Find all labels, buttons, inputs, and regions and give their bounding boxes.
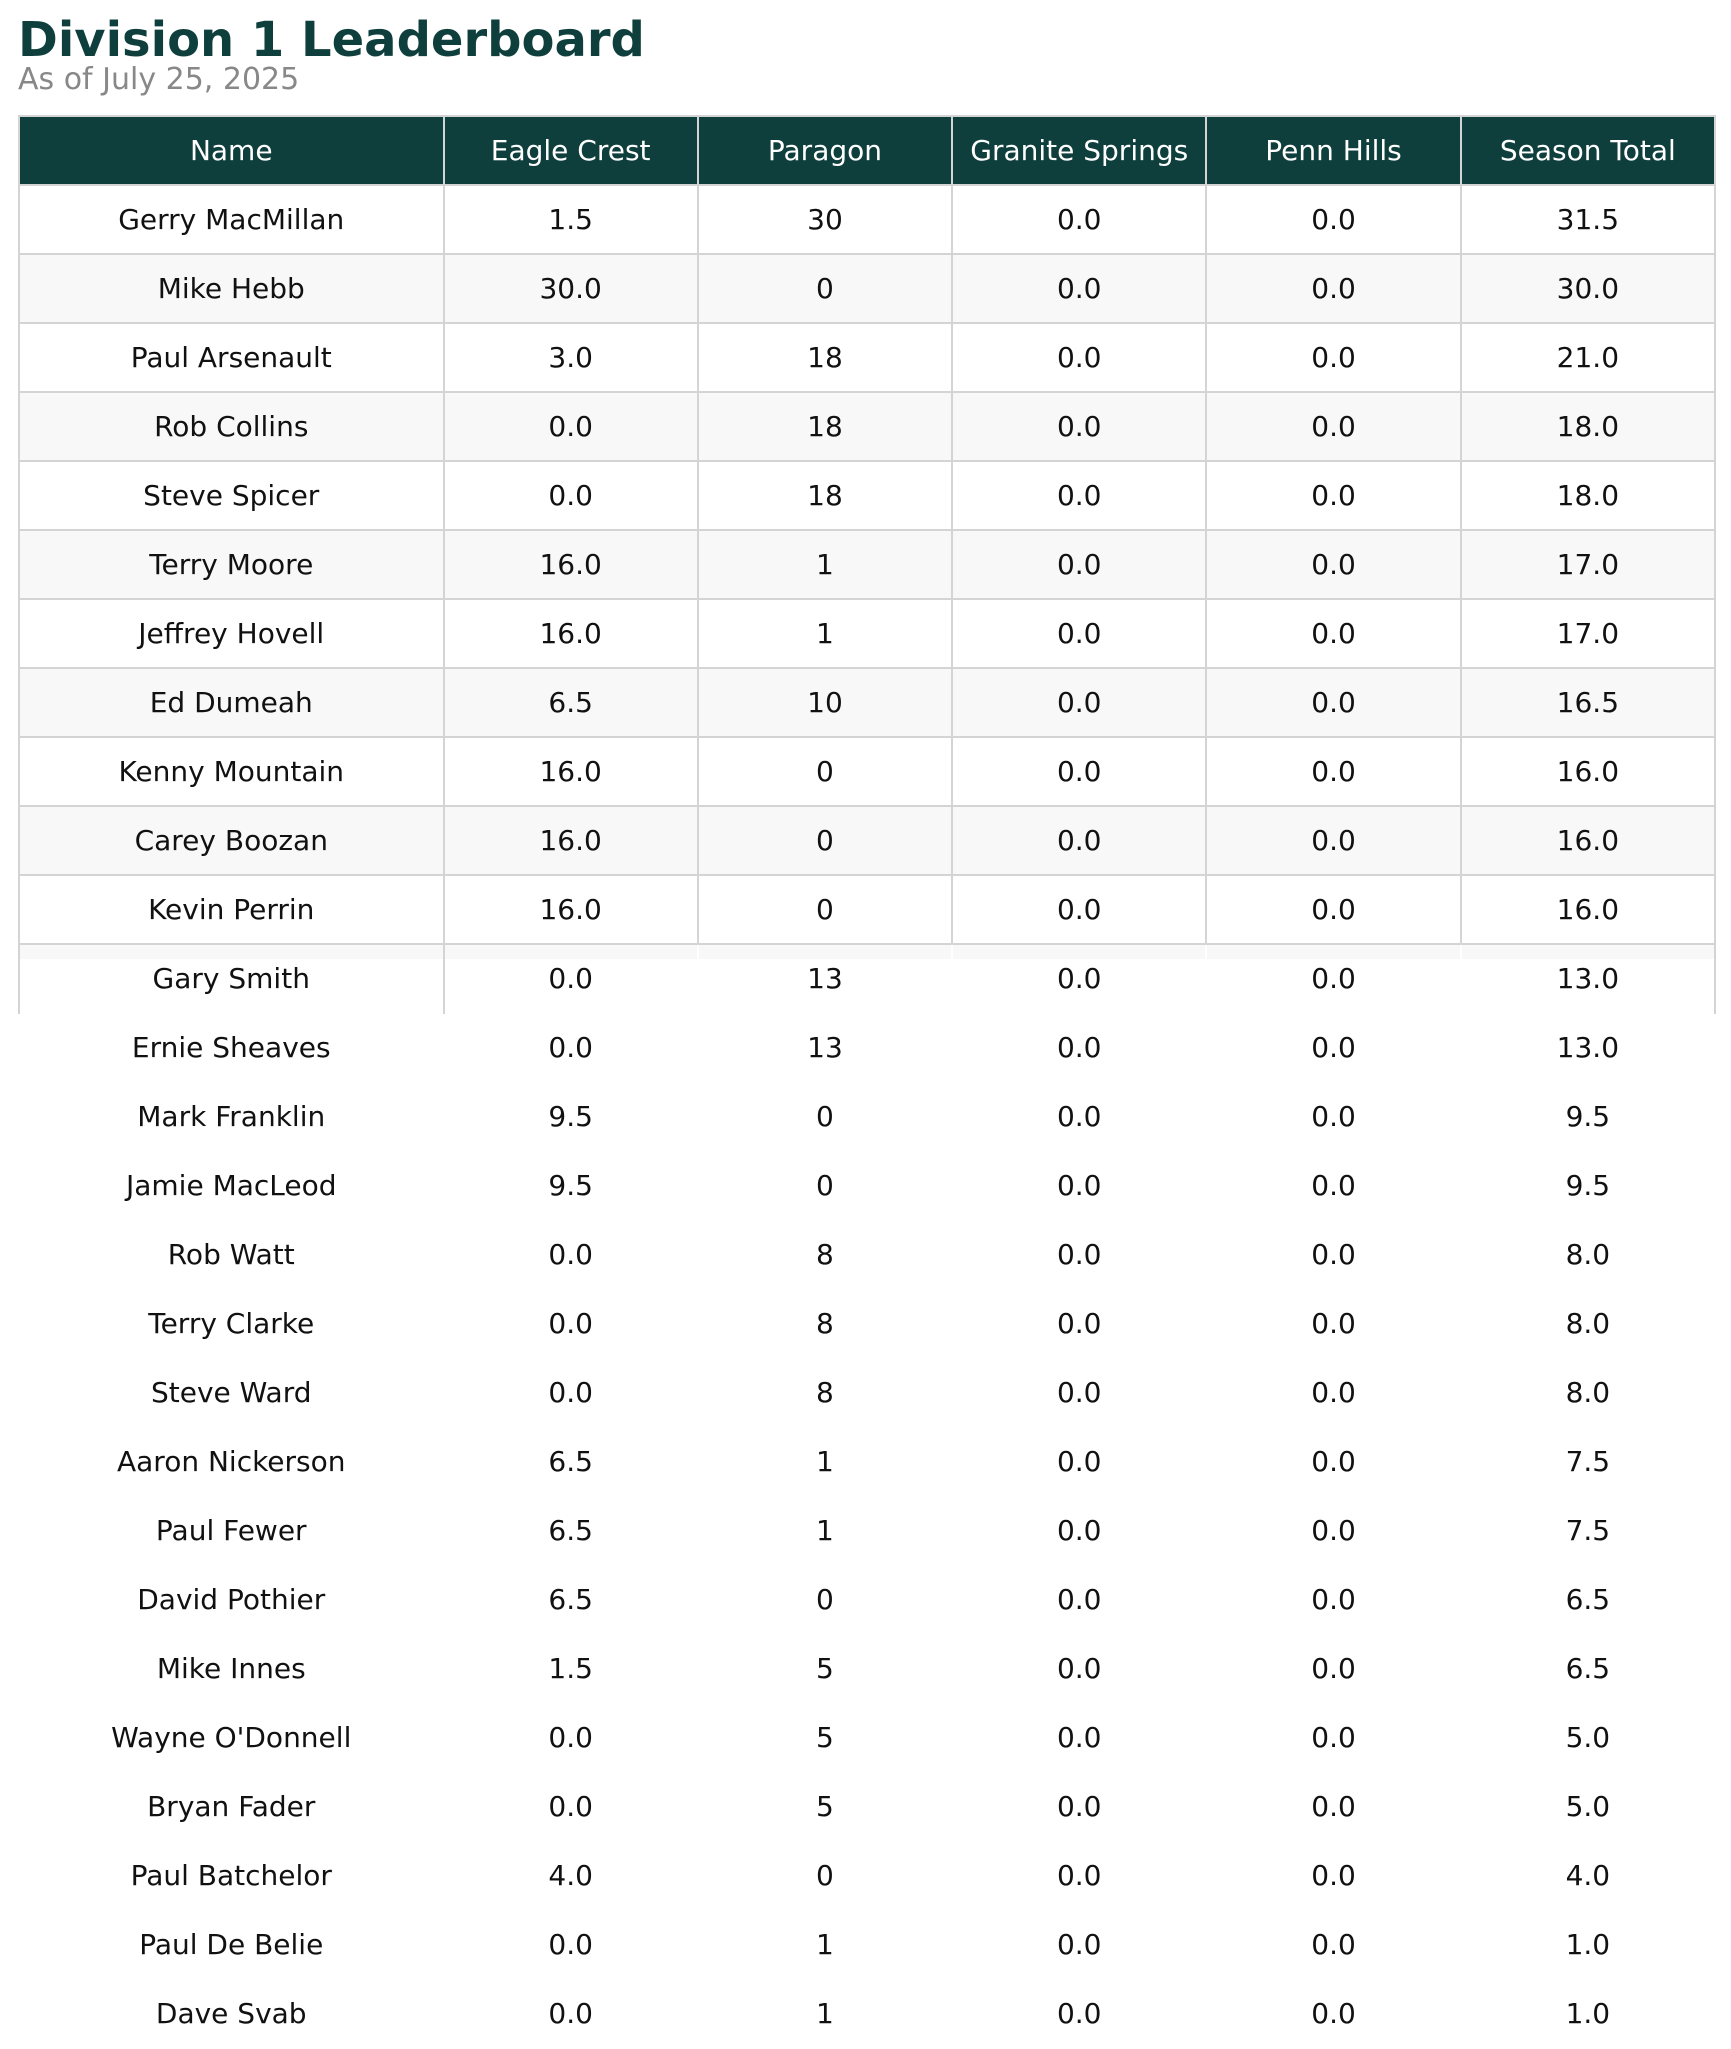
cell-penn-hills: 0.0: [1206, 1841, 1460, 1910]
cell-penn-hills: 0.0: [1206, 392, 1460, 461]
cell-penn-hills: 0.0: [1206, 599, 1460, 668]
table-row: [19, 668, 1715, 737]
cell-season-total: 1.0: [1461, 1910, 1715, 1979]
cell-eagle-crest: 4.0: [444, 1841, 698, 1910]
cell-penn-hills: 0.0: [1206, 737, 1460, 806]
table-row: [19, 323, 1715, 392]
cell-paragon: 1: [698, 599, 952, 668]
cell-penn-hills: 0.0: [1206, 1703, 1460, 1772]
table-row: [19, 737, 1715, 806]
cell-eagle-crest: 3.0: [444, 323, 698, 392]
cell-season-total: 18.0: [1461, 461, 1715, 530]
cell-season-total: 17.0: [1461, 530, 1715, 599]
cell-paragon: 0: [698, 737, 952, 806]
cell-penn-hills: 0.0: [1206, 1496, 1460, 1565]
cell-penn-hills: 0.0: [1206, 1220, 1460, 1289]
table-row: [19, 1772, 1715, 1841]
cell-paragon: 8: [698, 1289, 952, 1358]
cell-name: Gary Smith: [19, 944, 444, 1013]
cell-name: Jamie MacLeod: [19, 1151, 444, 1220]
cell-granite-springs: 0.0: [952, 1220, 1206, 1289]
cell-paragon: 0: [698, 1841, 952, 1910]
cell-paragon: 13: [698, 944, 952, 1013]
cell-name: Terry Moore: [19, 530, 444, 599]
table-row: [19, 1703, 1715, 1772]
table-row: [19, 1496, 1715, 1565]
cell-name: Mike Innes: [19, 1634, 444, 1703]
cell-granite-springs: 0.0: [952, 1634, 1206, 1703]
cell-name: Ed Dumeah: [19, 668, 444, 737]
cell-season-total: 17.0: [1461, 599, 1715, 668]
cell-season-total: 5.0: [1461, 1703, 1715, 1772]
cell-eagle-crest: 0.0: [444, 1772, 698, 1841]
cell-eagle-crest: 30.0: [444, 254, 698, 323]
cell-name: Paul Arsenault: [19, 323, 444, 392]
cell-granite-springs: 0.0: [952, 530, 1206, 599]
cell-paragon: 0: [698, 1565, 952, 1634]
cell-granite-springs: 0.0: [952, 1772, 1206, 1841]
cell-eagle-crest: 9.5: [444, 1082, 698, 1151]
cell-season-total: 16.0: [1461, 737, 1715, 806]
cell-eagle-crest: 6.5: [444, 1427, 698, 1496]
cell-granite-springs: 0.0: [952, 668, 1206, 737]
cell-season-total: 31.5: [1461, 185, 1715, 254]
cell-season-total: 8.0: [1461, 1289, 1715, 1358]
cell-eagle-crest: 0.0: [444, 1358, 698, 1427]
cell-name: Mike Hebb: [19, 254, 444, 323]
page-subtitle: As of July 25, 2025: [18, 62, 300, 97]
cell-paragon: 5: [698, 1772, 952, 1841]
cell-paragon: 18: [698, 461, 952, 530]
column-header-season-total: Season Total: [1461, 116, 1715, 185]
cell-granite-springs: 0.0: [952, 1013, 1206, 1082]
column-header-eagle-crest: Eagle Crest: [444, 116, 698, 185]
cell-granite-springs: 0.0: [952, 185, 1206, 254]
cell-penn-hills: 0.0: [1206, 1358, 1460, 1427]
cell-season-total: 5.0: [1461, 1772, 1715, 1841]
cell-name: Ernie Sheaves: [19, 1013, 444, 1082]
table-row: [19, 1427, 1715, 1496]
cell-paragon: 18: [698, 392, 952, 461]
cell-granite-springs: 0.0: [952, 323, 1206, 392]
cell-paragon: 0: [698, 806, 952, 875]
cell-season-total: 16.0: [1461, 806, 1715, 875]
cell-season-total: 1.0: [1461, 1979, 1715, 2048]
table-row: [19, 1358, 1715, 1427]
cell-granite-springs: 0.0: [952, 461, 1206, 530]
table-row: [19, 254, 1715, 323]
cell-name: Steve Spicer: [19, 461, 444, 530]
cell-granite-springs: 0.0: [952, 1979, 1206, 2048]
cell-eagle-crest: 0.0: [444, 1220, 698, 1289]
cell-eagle-crest: 16.0: [444, 737, 698, 806]
cell-name: Jeffrey Hovell: [19, 599, 444, 668]
table-row: [19, 1013, 1715, 1082]
cell-name: Mark Franklin: [19, 1082, 444, 1151]
cell-eagle-crest: 0.0: [444, 461, 698, 530]
cell-name: Rob Watt: [19, 1220, 444, 1289]
cell-season-total: 30.0: [1461, 254, 1715, 323]
cell-season-total: 13.0: [1461, 1013, 1715, 1082]
cell-granite-springs: 0.0: [952, 1565, 1206, 1634]
cell-granite-springs: 0.0: [952, 737, 1206, 806]
cell-eagle-crest: 1.5: [444, 185, 698, 254]
cell-penn-hills: 0.0: [1206, 185, 1460, 254]
table-row: [19, 1565, 1715, 1634]
cell-granite-springs: 0.0: [952, 1358, 1206, 1427]
table-row: [19, 599, 1715, 668]
cell-penn-hills: 0.0: [1206, 530, 1460, 599]
cell-granite-springs: 0.0: [952, 1841, 1206, 1910]
cell-season-total: 9.5: [1461, 1082, 1715, 1151]
table-row: [19, 1082, 1715, 1151]
cell-granite-springs: 0.0: [952, 1427, 1206, 1496]
cell-season-total: 21.0: [1461, 323, 1715, 392]
table-row: [19, 185, 1715, 254]
cell-penn-hills: 0.0: [1206, 1565, 1460, 1634]
cell-penn-hills: 0.0: [1206, 254, 1460, 323]
cell-paragon: 0: [698, 254, 952, 323]
cell-eagle-crest: 0.0: [444, 1013, 698, 1082]
cell-paragon: 0: [698, 875, 952, 944]
cell-paragon: 5: [698, 1634, 952, 1703]
cell-name: Steve Ward: [19, 1358, 444, 1427]
cell-granite-springs: 0.0: [952, 1289, 1206, 1358]
cell-paragon: 8: [698, 1358, 952, 1427]
cell-granite-springs: 0.0: [952, 944, 1206, 1013]
cell-eagle-crest: 0.0: [444, 1703, 698, 1772]
cell-penn-hills: 0.0: [1206, 1427, 1460, 1496]
cell-paragon: 13: [698, 1013, 952, 1082]
cell-eagle-crest: 0.0: [444, 1289, 698, 1358]
cell-eagle-crest: 6.5: [444, 1565, 698, 1634]
cell-penn-hills: 0.0: [1206, 1910, 1460, 1979]
cell-penn-hills: 0.0: [1206, 944, 1460, 1013]
cell-eagle-crest: 0.0: [444, 1910, 698, 1979]
cell-season-total: 16.5: [1461, 668, 1715, 737]
cell-granite-springs: 0.0: [952, 1496, 1206, 1565]
cell-eagle-crest: 0.0: [444, 944, 698, 1013]
cell-granite-springs: 0.0: [952, 806, 1206, 875]
column-header-paragon: Paragon: [698, 116, 952, 185]
table-row: [19, 1979, 1715, 2048]
cell-granite-springs: 0.0: [952, 392, 1206, 461]
page-title: Division 1 Leaderboard: [18, 12, 645, 68]
leaderboard-table: [18, 115, 1716, 2049]
table-row: [19, 944, 1715, 1013]
cell-penn-hills: 0.0: [1206, 461, 1460, 530]
cell-paragon: 18: [698, 323, 952, 392]
cell-season-total: 8.0: [1461, 1358, 1715, 1427]
cell-eagle-crest: 0.0: [444, 392, 698, 461]
cell-granite-springs: 0.0: [952, 1082, 1206, 1151]
cell-paragon: 1: [698, 1427, 952, 1496]
table-row: [19, 1289, 1715, 1358]
cell-granite-springs: 0.0: [952, 1910, 1206, 1979]
cell-season-total: 9.5: [1461, 1151, 1715, 1220]
cell-eagle-crest: 16.0: [444, 530, 698, 599]
cell-name: Gerry MacMillan: [19, 185, 444, 254]
table-row: [19, 875, 1715, 944]
cell-name: David Pothier: [19, 1565, 444, 1634]
cell-penn-hills: 0.0: [1206, 875, 1460, 944]
cell-paragon: 8: [698, 1220, 952, 1289]
cell-season-total: 16.0: [1461, 875, 1715, 944]
cell-name: Paul De Belie: [19, 1910, 444, 1979]
table-row: [19, 1841, 1715, 1910]
table-row: [19, 1151, 1715, 1220]
cell-paragon: 1: [698, 1910, 952, 1979]
cell-penn-hills: 0.0: [1206, 668, 1460, 737]
cell-paragon: 0: [698, 1082, 952, 1151]
table-row: [19, 461, 1715, 530]
cell-season-total: 6.5: [1461, 1565, 1715, 1634]
cell-penn-hills: 0.0: [1206, 323, 1460, 392]
cell-paragon: 10: [698, 668, 952, 737]
cell-paragon: 5: [698, 1703, 952, 1772]
cell-paragon: 1: [698, 1979, 952, 2048]
cell-season-total: 4.0: [1461, 1841, 1715, 1910]
cell-season-total: 6.5: [1461, 1634, 1715, 1703]
cell-season-total: 8.0: [1461, 1220, 1715, 1289]
cell-granite-springs: 0.0: [952, 599, 1206, 668]
table-row: [19, 1220, 1715, 1289]
column-header-penn-hills: Penn Hills: [1206, 116, 1460, 185]
cell-paragon: 0: [698, 1151, 952, 1220]
cell-paragon: 1: [698, 1496, 952, 1565]
cell-eagle-crest: 1.5: [444, 1634, 698, 1703]
cell-paragon: 30: [698, 185, 952, 254]
cell-penn-hills: 0.0: [1206, 806, 1460, 875]
table-header-row: [19, 116, 1715, 185]
cell-name: Bryan Fader: [19, 1772, 444, 1841]
cell-season-total: 13.0: [1461, 944, 1715, 1013]
cell-name: Kevin Perrin: [19, 875, 444, 944]
cell-name: Carey Boozan: [19, 806, 444, 875]
cell-granite-springs: 0.0: [952, 875, 1206, 944]
cell-penn-hills: 0.0: [1206, 1013, 1460, 1082]
table-row: [19, 392, 1715, 461]
table-row: [19, 806, 1715, 875]
cell-granite-springs: 0.0: [952, 254, 1206, 323]
cell-penn-hills: 0.0: [1206, 1979, 1460, 2048]
cell-name: Dave Svab: [19, 1979, 444, 2048]
cell-eagle-crest: 6.5: [444, 1496, 698, 1565]
cell-name: Kenny Mountain: [19, 737, 444, 806]
cell-eagle-crest: 6.5: [444, 668, 698, 737]
cell-eagle-crest: 9.5: [444, 1151, 698, 1220]
cell-penn-hills: 0.0: [1206, 1634, 1460, 1703]
cell-season-total: 7.5: [1461, 1427, 1715, 1496]
table-row: [19, 530, 1715, 599]
table-row: [19, 1634, 1715, 1703]
cell-penn-hills: 0.0: [1206, 1082, 1460, 1151]
cell-name: Terry Clarke: [19, 1289, 444, 1358]
leaderboard-body: [19, 185, 1715, 2048]
cell-name: Aaron Nickerson: [19, 1427, 444, 1496]
cell-penn-hills: 0.0: [1206, 1151, 1460, 1220]
column-header-granite-springs: Granite Springs: [952, 116, 1206, 185]
cell-eagle-crest: 16.0: [444, 599, 698, 668]
column-header-name: Name: [19, 116, 444, 185]
cell-season-total: 18.0: [1461, 392, 1715, 461]
cell-eagle-crest: 16.0: [444, 806, 698, 875]
cell-season-total: 7.5: [1461, 1496, 1715, 1565]
cell-name: Paul Batchelor: [19, 1841, 444, 1910]
cell-paragon: 1: [698, 530, 952, 599]
cell-granite-springs: 0.0: [952, 1703, 1206, 1772]
table-row: [19, 1910, 1715, 1979]
cell-penn-hills: 0.0: [1206, 1772, 1460, 1841]
cell-penn-hills: 0.0: [1206, 1289, 1460, 1358]
cell-eagle-crest: 0.0: [444, 1979, 698, 2048]
cell-eagle-crest: 16.0: [444, 875, 698, 944]
cell-name: Wayne O'Donnell: [19, 1703, 444, 1772]
cell-granite-springs: 0.0: [952, 1151, 1206, 1220]
cell-name: Paul Fewer: [19, 1496, 444, 1565]
cell-name: Rob Collins: [19, 392, 444, 461]
